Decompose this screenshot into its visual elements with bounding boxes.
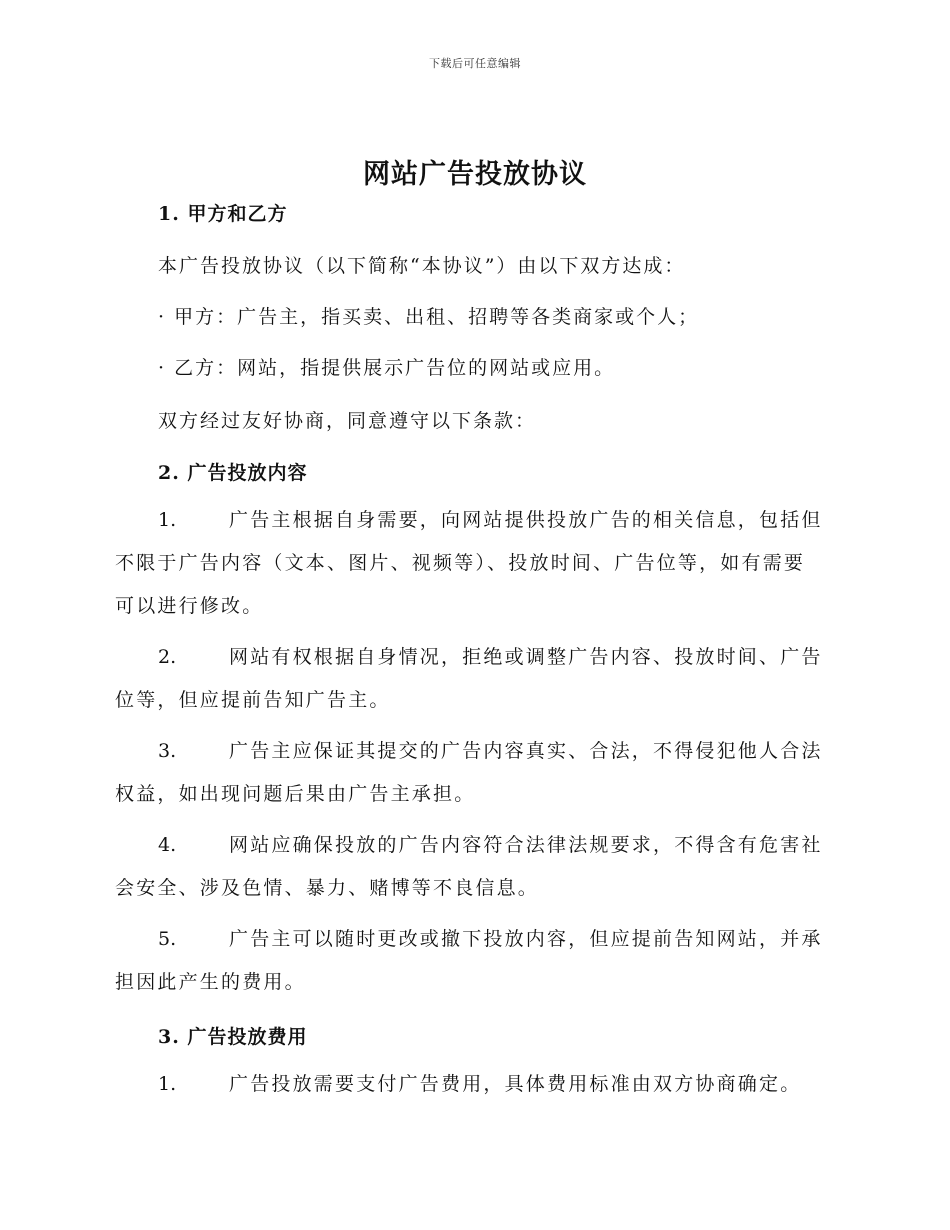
clause-text-line: 不限于广告内容（文本、图片、视频等）、投放时间、广告位等，如有需要 <box>115 552 806 574</box>
section-1-intro: 本广告投放协议（以下简称“本协议”）由以下双方达成： <box>158 255 686 277</box>
clause-number: 5. <box>158 928 177 950</box>
section-2-heading: 2. 广告投放内容 <box>158 462 308 484</box>
clause-text-line: 位等，但应提前告知广告主。 <box>115 689 391 711</box>
clause-2-2 <box>115 636 835 722</box>
clause-number: 3. <box>158 740 177 762</box>
clause-number: 1. <box>158 509 177 531</box>
clause-text-line: 广告主可以随时更改或撤下投放内容，但应提前告知网站，并承 <box>229 928 823 950</box>
clause-2-1 <box>115 499 835 628</box>
party-a-item: · 甲方：广告主，指买卖、出租、招聘等各类商家或个人； <box>158 306 700 328</box>
clause-text-line: 广告投放需要支付广告费用，具体费用标准由双方协商确定。 <box>229 1073 802 1095</box>
clause-text-line: 网站应确保投放的广告内容符合法律法规要求，不得含有危害社 <box>229 834 823 856</box>
clause-2-5 <box>115 918 835 1004</box>
clause-number: 1. <box>158 1073 177 1095</box>
clause-text-line: 网站有权根据自身情况，拒绝或调整广告内容、投放时间、广告 <box>229 646 823 668</box>
clause-text-line: 会安全、涉及色情、暴力、赌博等不良信息。 <box>115 877 540 899</box>
section-1-heading: 1. 甲方和乙方 <box>158 203 288 225</box>
clause-text-line: 担因此产生的费用。 <box>115 971 306 993</box>
clause-3-1 <box>115 1063 835 1106</box>
clause-text-line: 权益，如出现问题后果由广告主承担。 <box>115 783 476 805</box>
page-header-note: 下载后可任意编辑 <box>429 57 521 70</box>
clause-number: 4. <box>158 834 177 856</box>
agreement-statement: 双方经过友好协商，同意遵守以下条款： <box>158 410 537 432</box>
clause-text-line: 广告主根据自身需要，向网站提供投放广告的相关信息，包括但 <box>229 509 823 531</box>
clause-2-4 <box>115 824 835 910</box>
clause-text-line: 可以进行修改。 <box>115 595 264 617</box>
clause-number: 2. <box>158 646 177 668</box>
clause-text-line: 广告主应保证其提交的广告内容真实、合法，不得侵犯他人合法 <box>229 740 823 762</box>
section-3-heading: 3. 广告投放费用 <box>158 1026 308 1048</box>
document-title: 网站广告投放协议 <box>363 159 587 190</box>
clause-2-3 <box>115 730 835 816</box>
party-b-item: · 乙方：网站，指提供展示广告位的网站或应用。 <box>158 357 616 379</box>
